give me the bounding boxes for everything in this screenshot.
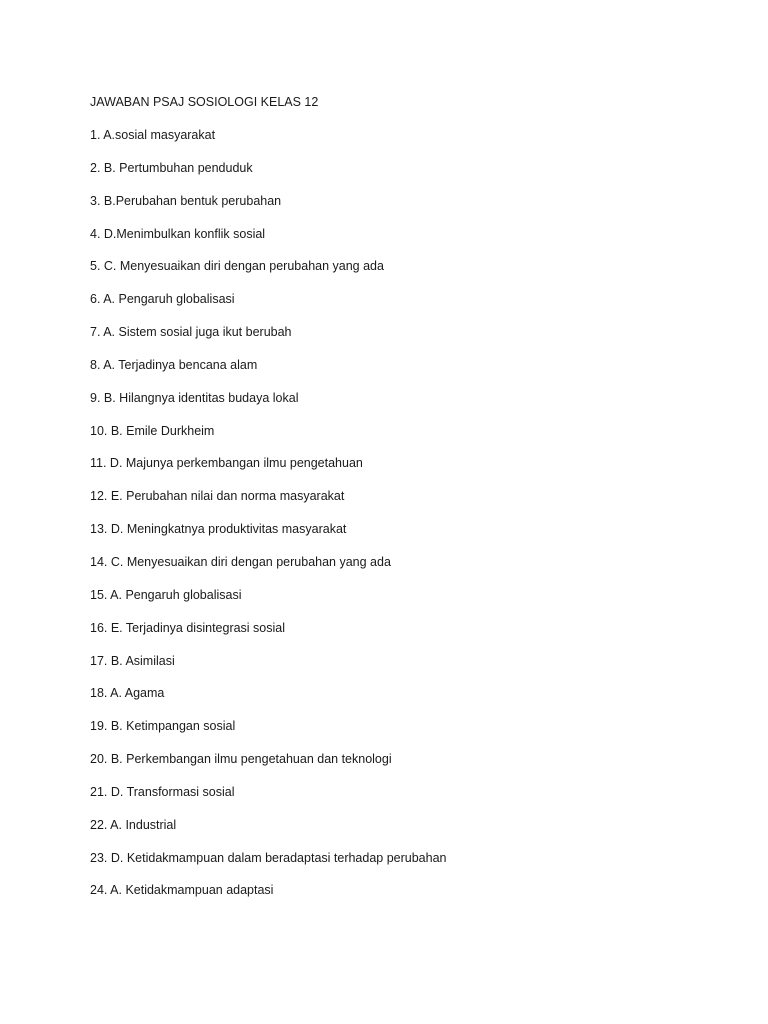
answer-item-10: 10. B. Emile Durkheim — [90, 423, 215, 438]
answer-item-1: 1. A.sosial masyarakat — [90, 128, 216, 142]
answer-item-21: 21. D. Transformasi sosial — [90, 784, 235, 799]
answer-item-3: 3. B.Perubahan bentuk perubahan — [90, 193, 282, 208]
answer-item-24: 24. A. Ketidakmampuan adaptasi — [90, 883, 274, 898]
answer-item-12: 12. E. Perubahan nilai dan norma masyarakat — [90, 489, 345, 504]
answer-item-16: 16. E. Terjadinya disintegrasi sosial — [90, 620, 286, 635]
answer-item-15: 15. A. Pengaruh globalisasi — [90, 587, 242, 602]
answer-item-11: 11. D. Majunya perkembangan ilmu pengetahuan — [90, 456, 363, 471]
answer-item-5: 5. C. Menyesuaikan diri dengan perubahan yang ada — [90, 259, 384, 274]
answer-item-18: 18. A. Agama — [90, 686, 165, 701]
answer-item-22: 22. A. Industrial — [90, 817, 177, 832]
answer-item-2: 2. B. Pertumbuhan penduduk — [90, 160, 253, 175]
answer-item-9: 9. B. Hilangnya identitas budaya lokal — [90, 390, 299, 405]
answer-item-20: 20. B. Perkembangan ilmu pengetahuan dan teknologi — [90, 752, 392, 767]
answer-item-7: 7. A. Sistem sosial juga ikut berubah — [90, 325, 292, 340]
answer-item-14: 14. C. Menyesuaikan diri dengan perubahan yang ada — [90, 554, 391, 569]
answer-item-6: 6. A. Pengaruh globalisasi — [90, 292, 235, 307]
answer-item-4: 4. D.Menimbulkan konflik sosial — [90, 226, 266, 241]
document-title: JAWABAN PSAJ SOSIOLOGI KELAS 12 — [90, 95, 319, 109]
answer-item-8: 8. A. Terjadinya bencana alam — [90, 357, 258, 372]
answer-item-23: 23. D. Ketidakmampuan dalam beradaptasi terhadap perubahan — [90, 850, 447, 865]
answer-list — [90, 125, 730, 900]
answer-item-13: 13. D. Meningkatnya produktivitas masyarakat — [90, 522, 347, 537]
answer-item-19: 19. B. Ketimpangan sosial — [90, 719, 236, 734]
document-body — [90, 92, 730, 913]
answer-item-17: 17. B. Asimilasi — [90, 653, 175, 668]
